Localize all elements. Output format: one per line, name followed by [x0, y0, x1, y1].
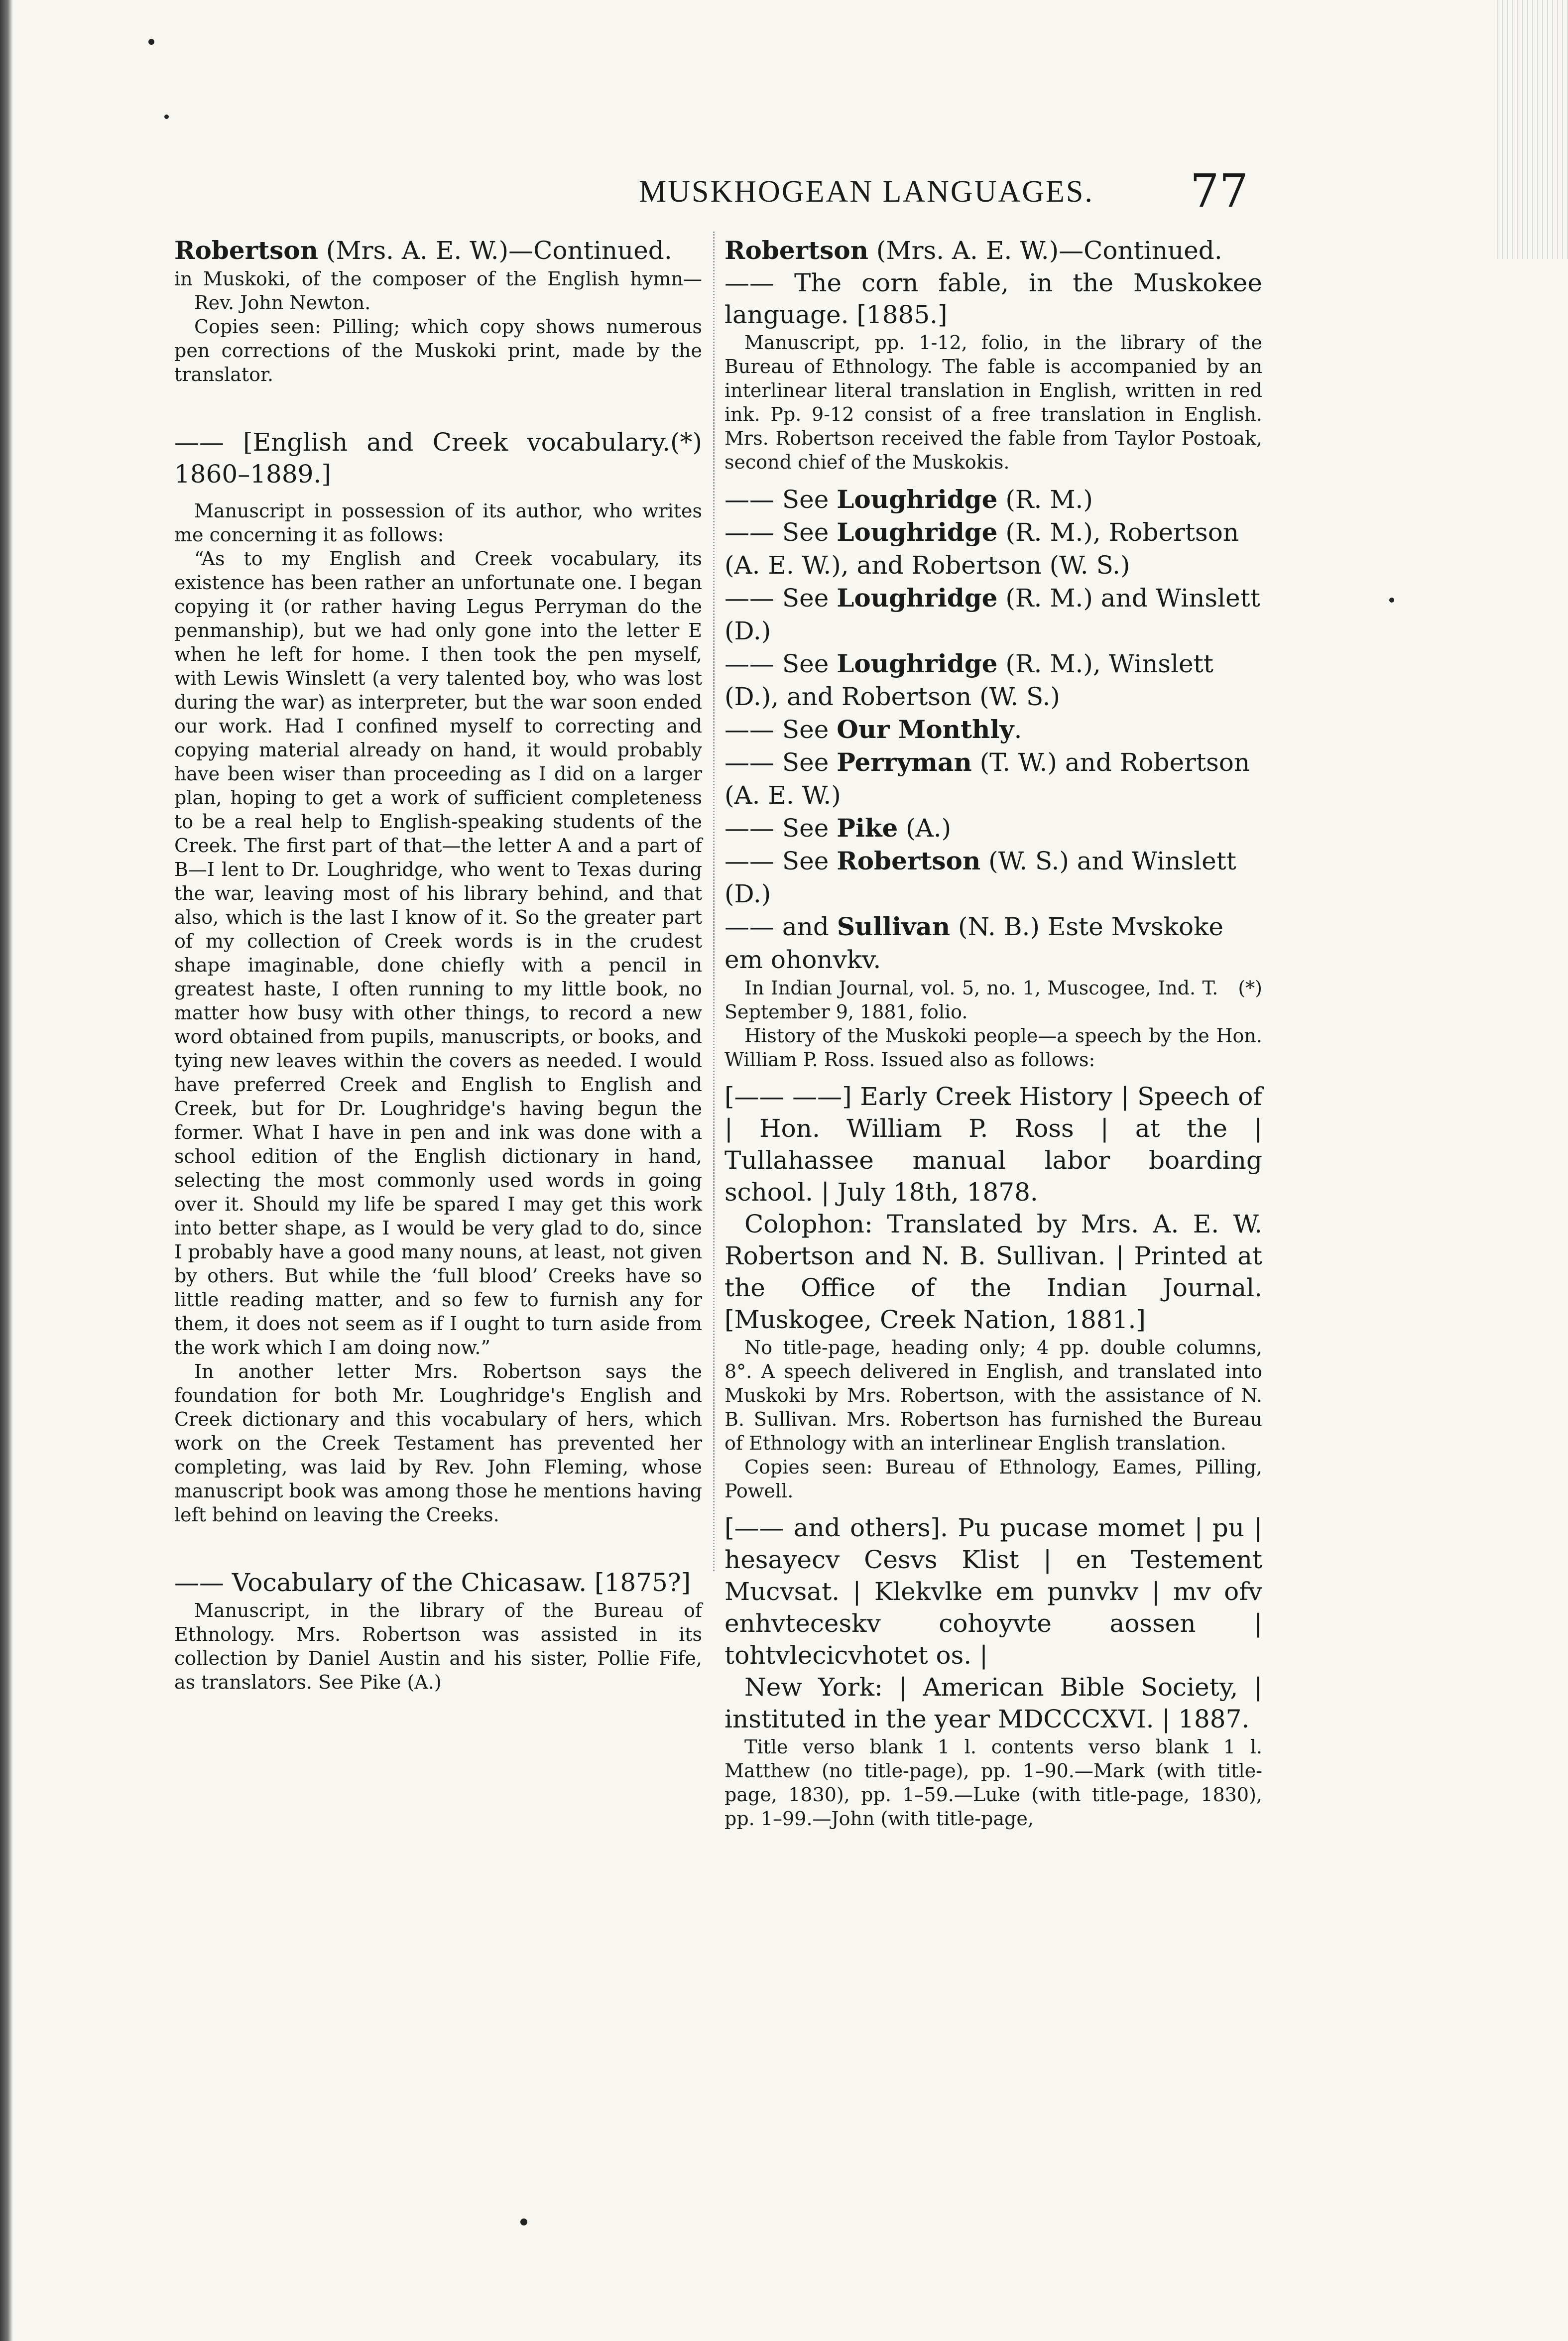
heading-name: Robertson — [724, 236, 868, 265]
see-reference: —— See Loughridge (R. M.), Winslett (D.), and Robertson (W. S.) — [724, 649, 1213, 711]
corn-fable-entry: —— The corn fable, in the Muskokee language. [1885.] — [724, 268, 1262, 329]
right-heading — [724, 234, 1262, 267]
see-reference: —— See Pike (A.) — [724, 813, 952, 843]
intro-line: in Muskoki, of the composer of the English hymn—Rev. John Newton. — [174, 268, 702, 314]
copies-seen-note: Copies seen: Pilling; which copy shows numerous pen corrections of the Muskoki print, made by the translator. — [174, 316, 702, 385]
early-creek-entry: [—— ——] Early Creek History | Speech of | Hon. William P. Ross | at the | Tullahassee manual labor boarding school. | July 18th, 1878. — [724, 1082, 1262, 1207]
vocab-paragraph: “As to my English and Creek vocabulary, its existence has been rather an unfortunate one. I began copying it (or rather having Legus Perryman do the penmanship), but we had only gone into the letter E when he left for home. I then took the pen myself, with Lewis Winslett (a very talented boy, who was lost during the war) as interpreter, but the war soon ended our work. Had I confined myself to correcting and copying material already on hand, it would probably have been wiser than proceeding as I did on a larger plan, hoping to get a work of sufficient completeness to be a real help to English-speaking students of the Creek. The first part of that—the letter A and a part of B—I lent to Dr. Loughridge, who went to Texas during the war, leaving most of his library behind, and that also, which is the last I know of it. So the greater part of my collection of Creek words is in the crudest shape imaginable, done chiefly with a pencil in greatest haste, I often running to my little book, no matter how busy with other things, to record a new word obtained from pupils, manuscripts, or books, and tying new leaves within the covers as needed. I would have preferred Creek and English to English and Creek, but for Dr. Loughridge's having begun the former. What I have in pen and ink was done with a school edition of the English dictionary in hand, selecting the most commonly used words in going over it. Should my life be spared I may get this work into better shape, as I would be very glad to do, since I probably have a good many nouns, at least, not given by others. But while the ‘full blood’ Creeks have so little reading matter, and so few to furnish any for them, it does not seem as if I ought to turn aside from the work which I am doing now.” — [174, 548, 702, 1358]
corn-fable-note: Manuscript, pp. 1-12, folio, in the library of the Bureau of Ethnology. The fable is accompanied by an interlinear literal translation in English, written in red ink. Pp. 9-12 consist of a free translation in English. Mrs. Robertson received the fable from Taylor Postoak, second chief of the Muskokis. — [724, 332, 1262, 473]
history-note: History of the Muskoki people—a speech by the Hon. William P. Ross. Issued also as follows: — [724, 1025, 1262, 1071]
sullivan-entry: —— and Sullivan (N. B.) Este Mvskoke em ohonvkv. — [724, 912, 1223, 974]
colophon: Colophon: Translated by Mrs. A. E. W. Robertson and N. B. Sullivan. | Printed at the Office of the Indian Journal. [Muskogee, Creek Nation, 1881.] — [724, 1210, 1262, 1334]
testament-entry: [—— and others]. Pu pucase momet | pu | hesayecv Cesvs Klist | en Testement Mucvsat. | Klekvlke em punvkv | mv ofv enhvteceskv cohoyvte aossen | tohtvlecicvhotet os. | — [724, 1513, 1262, 1670]
running-title: MUSKHOGEAN LANGUAGES. — [639, 175, 1094, 209]
vocab-paragraph: In another letter Mrs. Robertson says the foundation for both Mr. Loughridge's English and Creek dictionary and this vocabulary of hers, which work on the Creek Testament has prevented her completing, was laid by Rev. John Fleming, whose manuscript book was among those he mentions having left behind on leaving the Creeks. — [174, 1360, 702, 1526]
see-reference: —— See Perryman (T. W.) and Robertson (A. E. W.) — [724, 747, 1250, 810]
page-edge-texture — [1493, 0, 1568, 259]
ink-speck — [520, 2218, 527, 2225]
heading-qualifier: (Mrs. A. E. W.) — [326, 236, 509, 265]
journal-note-row — [724, 976, 1262, 1024]
vocab-paragraph: Manuscript in possession of its author, who writes me concerning it as follows: — [174, 500, 702, 546]
see-reference: —— See Robertson (W. S.) and Winslett (D.) — [724, 846, 1236, 908]
ink-speck — [1389, 598, 1394, 603]
heading-continued: —Continued. — [1059, 236, 1222, 265]
page-edge-shadow — [0, 0, 13, 2341]
publisher-line: New York: | American Bible Society, | instituted in the year MDCCCXVI. | 1887. — [724, 1673, 1262, 1733]
left-column — [174, 234, 702, 1694]
vocab-entry-title — [174, 426, 702, 490]
heading-qualifier: (Mrs. A. E. W.) — [876, 236, 1059, 265]
see-reference: —— See Loughridge (R. M.) — [724, 485, 1093, 514]
see-reference: —— See Loughridge (R. M.) and Winslett (D.) — [724, 583, 1260, 645]
title-note: Title verso blank 1 l. contents verso blank 1 l. Matthew (no title-page), pp. 1–90.—Mark (with title-page, 1830), pp. 1–59.—Luke (with title-page, 1830), pp. 1–99.—John (with title-page, — [724, 1736, 1262, 1830]
colophon-note: No title-page, heading only; 4 pp. double columns, 8°. A speech delivered in English, and translated into Muskoki by Mrs. Robertson, with the assistance of N. B. Sullivan. Mrs. Robertson has furnished the Bureau of Ethnology with an interlinear English translation. — [724, 1337, 1262, 1454]
chickasaw-note: Manuscript, in the library of the Bureau of Ethnology. Mrs. Robertson was assisted in its collection by Daniel Austin and his sister, Pollie Fife, as translators. See Pike (A.) — [174, 1600, 702, 1693]
vocab-title: —— [English and Creek vocabulary. 1860–1889.] — [174, 428, 670, 489]
see-reference: —— See Loughridge (R. M.), Robertson (A. E. W.), and Robertson (W. S.) — [724, 517, 1239, 580]
right-column — [724, 234, 1262, 1831]
heading-name: Robertson — [174, 236, 318, 265]
journal-note: In Indian Journal, vol. 5, no. 1, Muscogee, Ind. T. September 9, 1881, folio. — [724, 977, 1218, 1023]
chickasaw-entry: —— Vocabulary of the Chicasaw. [1875?] — [174, 1568, 691, 1597]
left-heading — [174, 234, 702, 267]
copies-seen: Copies seen: Bureau of Ethnology, Eames, Pilling, Powell. — [724, 1456, 1262, 1502]
journal-mark: (*) — [1238, 977, 1262, 999]
vocab-mark: (*) — [670, 428, 702, 457]
heading-continued: —Continued. — [508, 236, 672, 265]
column-divider — [713, 232, 716, 1571]
ink-speck — [148, 39, 154, 45]
see-reference: —— See Our Monthly. — [724, 715, 1022, 744]
page-number: 77 — [1190, 164, 1249, 218]
ink-speck — [164, 115, 169, 119]
